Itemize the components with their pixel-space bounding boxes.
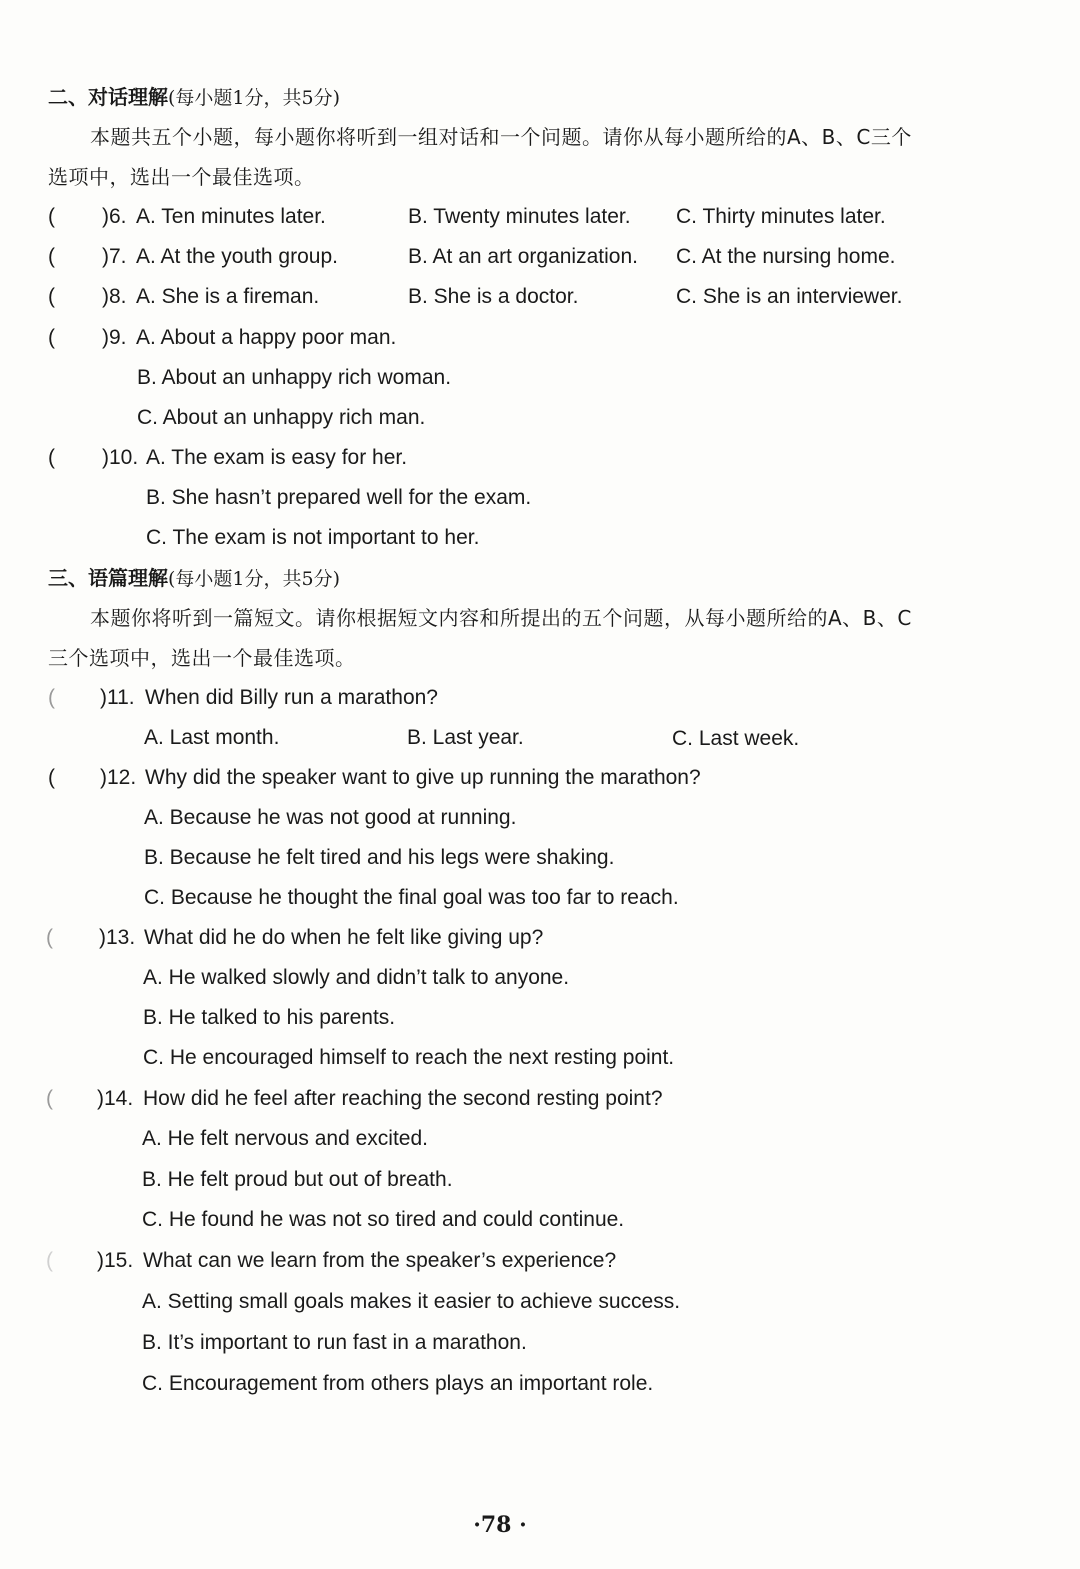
question-number: )11. — [100, 686, 135, 709]
question-text: How did he feel after reaching the second resting point? — [143, 1087, 663, 1110]
option-b: B. Twenty minutes later. — [408, 205, 631, 228]
section2-title: 二、对话理解 — [48, 85, 168, 109]
option-a: A. About a happy poor man. — [136, 326, 397, 349]
question-number: )15. — [97, 1249, 134, 1272]
option-b: B. He talked to his parents. — [143, 1006, 396, 1029]
option-b: B. About an unhappy rich woman. — [137, 366, 452, 389]
answer-blank[interactable]: ( — [48, 285, 55, 308]
page-number: ·78 · — [473, 1512, 527, 1538]
section2-score: (每小题1分，共5分) — [168, 87, 341, 109]
answer-blank[interactable]: ( — [46, 1087, 53, 1110]
option-a: A. Because he was not good at running. — [144, 806, 517, 829]
option-c: C. Encouragement from others plays an important role. — [142, 1372, 654, 1395]
question-text: What can we learn from the speaker’s experience? — [143, 1249, 617, 1272]
question-number: )6. — [102, 205, 127, 228]
option-b: B. She hasn’t prepared well for the exam. — [146, 486, 532, 509]
answer-blank[interactable]: ( — [48, 446, 55, 469]
option-a: A. At the youth group. — [136, 245, 338, 268]
option-c: C. Because he thought the final goal was too far to reach. — [144, 886, 679, 909]
option-c: C. About an unhappy rich man. — [137, 406, 426, 429]
option-a: A. She is a fireman. — [136, 285, 320, 308]
section3-score: (每小题1分，共5分) — [168, 568, 341, 590]
option-c: C. He found he was not so tired and could continue. — [142, 1208, 625, 1231]
section2-intro-line1: 本题共五个小题，每小题你将听到一组对话和一个问题。请你从每小题所给的A、B、C三个 — [90, 125, 912, 149]
option-a: A. The exam is easy for her. — [146, 446, 408, 469]
question-number: )14. — [97, 1087, 134, 1110]
option-b: B. At an art organization. — [408, 245, 638, 268]
option-b: B. He felt proud but out of breath. — [142, 1168, 453, 1191]
option-c: C. Last week. — [672, 727, 800, 750]
option-a: A. He walked slowly and didn’t talk to anyone. — [143, 966, 570, 989]
option-c: C. Thirty minutes later. — [676, 205, 886, 228]
option-a: A. He felt nervous and excited. — [142, 1127, 428, 1150]
answer-blank[interactable]: ( — [48, 766, 55, 789]
option-c: C. At the nursing home. — [676, 245, 896, 268]
question-number: )13. — [99, 926, 136, 949]
option-a: A. Ten minutes later. — [136, 205, 326, 228]
answer-blank[interactable]: ( — [46, 1249, 53, 1272]
option-a: A. Last month. — [144, 726, 280, 749]
option-c: C. She is an interviewer. — [676, 285, 903, 308]
question-text: When did Billy run a marathon? — [145, 686, 438, 709]
question-number: )10. — [102, 446, 139, 469]
answer-blank[interactable]: ( — [48, 326, 55, 349]
option-b: B. Because he felt tired and his legs were shaking. — [144, 846, 615, 869]
question-text: Why did the speaker want to give up running the marathon? — [145, 766, 701, 789]
section3-title: 三、语篇理解 — [48, 566, 168, 590]
question-number: )12. — [100, 766, 137, 789]
section2-intro-line2: 选项中，选出一个最佳选项。 — [48, 165, 315, 189]
option-b: B. It’s important to run fast in a marathon. — [142, 1331, 527, 1354]
question-number: )7. — [102, 245, 127, 268]
answer-blank[interactable]: ( — [48, 205, 55, 228]
answer-blank[interactable]: ( — [48, 686, 55, 709]
question-number: )9. — [102, 326, 127, 349]
option-c: C. He encouraged himself to reach the next resting point. — [143, 1046, 675, 1069]
section2-heading — [48, 84, 340, 111]
option-a: A. Setting small goals makes it easier to achieve success. — [142, 1290, 681, 1313]
section3-heading — [48, 565, 340, 592]
option-c: C. The exam is not important to her. — [146, 526, 480, 549]
section3-intro-line2: 三个选项中，选出一个最佳选项。 — [48, 646, 356, 670]
question-number: )8. — [102, 285, 127, 308]
answer-blank[interactable]: ( — [46, 926, 53, 949]
section3-intro-line1: 本题你将听到一篇短文。请你根据短文内容和所提出的五个问题，从每小题所给的A、B、C — [90, 606, 912, 630]
option-b: B. She is a doctor. — [408, 285, 579, 308]
question-text: What did he do when he felt like giving up? — [144, 926, 544, 949]
answer-blank[interactable]: ( — [48, 245, 55, 268]
option-b: B. Last year. — [407, 726, 524, 749]
